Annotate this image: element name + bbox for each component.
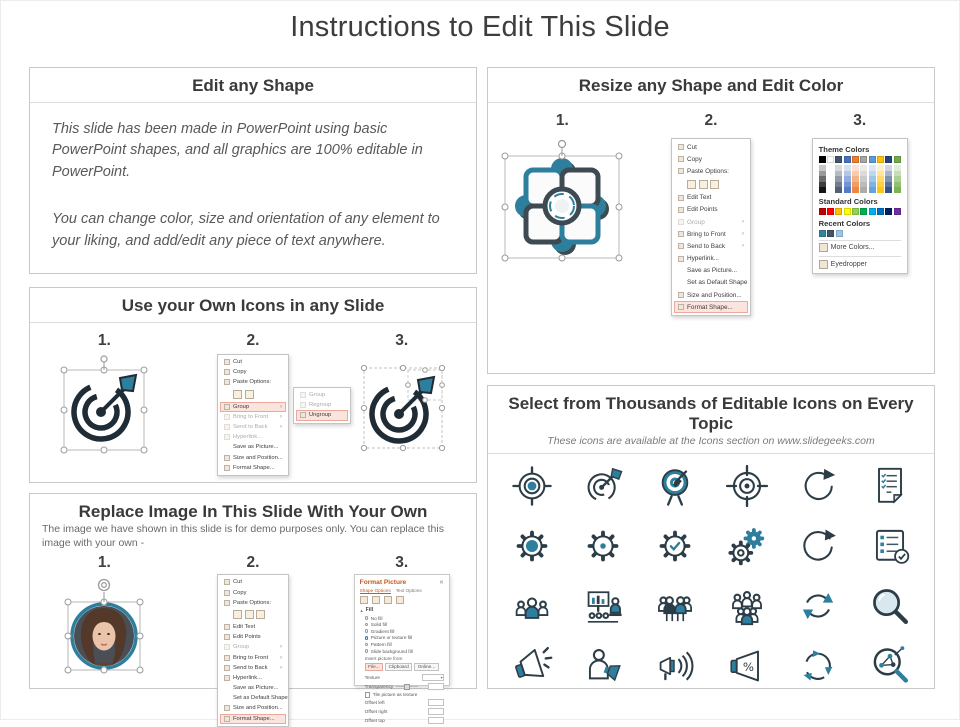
refresh-circle-icon[interactable]: [783, 524, 855, 568]
theme-colors-label: Theme Colors: [818, 145, 870, 154]
megaphone-offer-icon[interactable]: [711, 644, 783, 688]
step-number: 3.: [395, 554, 409, 572]
menu-item-edit-text[interactable]: [220, 622, 286, 632]
menu-item-group[interactable]: [220, 402, 286, 412]
standard-color-swatch[interactable]: [877, 208, 884, 215]
menu-item-paste-options[interactable]: [220, 598, 286, 608]
file-button[interactable]: File...: [365, 663, 383, 671]
fill-option-selected[interactable]: Picture or texture fill: [360, 635, 444, 642]
submenu-arrow-icon: ›: [280, 644, 282, 651]
paste-icon: [224, 600, 230, 606]
group-icon: [224, 404, 230, 410]
hyperlink-icon: [224, 434, 230, 440]
theme-color-swatch[interactable]: [877, 156, 884, 163]
menu-item-group: [220, 642, 286, 652]
dartboard-stand-icon[interactable]: [639, 464, 711, 508]
theme-color-swatch[interactable]: [835, 156, 842, 163]
online-button[interactable]: Online...: [414, 663, 438, 671]
menu-item-label: Hyperlink...: [233, 674, 262, 681]
menu-item-hyperlink[interactable]: [674, 253, 748, 265]
cycle-arrows-icon[interactable]: [783, 644, 855, 688]
standard-color-swatch[interactable]: [894, 208, 901, 215]
theme-color-tint-swatch[interactable]: [894, 187, 901, 193]
paste-options-row: [674, 178, 748, 192]
menu-item-hyperlink: [220, 432, 286, 442]
tile-checkbox[interactable]: [365, 692, 371, 698]
menu-item-copy[interactable]: [220, 587, 286, 597]
theme-color-swatch[interactable]: [869, 156, 876, 163]
step-number: 1.: [555, 112, 569, 129]
theme-color-swatch[interactable]: [885, 156, 892, 163]
gear-dot-icon[interactable]: [568, 524, 640, 568]
theme-color-tint-swatch[interactable]: [835, 187, 842, 193]
menu-item-label: Bring to Front: [233, 413, 269, 420]
menu-item-group: [296, 390, 348, 400]
menu-item-group: [674, 216, 748, 228]
panel-header-own-icons: Use your Own Icons in any Slide: [30, 288, 476, 323]
selected-shape-figure[interactable]: [493, 138, 631, 275]
offset-right-label: Offset right: [364, 709, 388, 715]
texture-dropdown[interactable]: ▾: [422, 674, 444, 682]
menu-item-send-to-back[interactable]: [674, 240, 748, 252]
standard-color-swatch[interactable]: [852, 208, 859, 215]
offset-left-label: Offset left: [364, 700, 385, 706]
submenu-arrow-icon: ›: [280, 413, 282, 420]
menu-item-label: Cut: [233, 579, 243, 586]
menu-item-label: Edit Points: [687, 206, 718, 214]
resize-steps-row: [488, 103, 934, 130]
icons-steps-row: [30, 323, 476, 350]
menu-item-label: Regroup: [309, 402, 332, 409]
menu-item-label: Format Shape...: [233, 464, 275, 471]
standard-color-swatch[interactable]: [885, 208, 892, 215]
menu-item-label: Paste Options:: [233, 599, 272, 606]
menu-item-paste-options[interactable]: [220, 377, 286, 387]
svg-text:%: %: [742, 659, 754, 674]
submenu-arrow-icon: ›: [280, 403, 282, 410]
gear-solid-icon[interactable]: [496, 524, 568, 568]
presentation-training-icon[interactable]: [568, 584, 640, 628]
cut-icon: [224, 579, 230, 585]
paste-icon: [224, 379, 230, 385]
rotate-arrow-icon[interactable]: [783, 464, 855, 508]
standard-color-swatch[interactable]: [869, 208, 876, 215]
menu-item-format-shape[interactable]: [220, 714, 286, 724]
menu-item-label: Edit Text: [687, 194, 712, 202]
paste-option-icon[interactable]: [233, 610, 242, 619]
menu-item-set-as-default-shape[interactable]: [674, 277, 748, 289]
menu-item-copy[interactable]: [220, 367, 286, 377]
transparency-label: Transparency: [364, 684, 394, 690]
sync-arrows-icon[interactable]: [783, 584, 855, 628]
menu-item-label: Hyperlink...: [233, 434, 262, 441]
menu-item-label: Size and Position...: [687, 291, 742, 299]
menu-item-label: Send to Back: [233, 664, 268, 671]
submenu-arrow-icon: ›: [280, 654, 282, 661]
menu-item-label: More Colors...: [830, 244, 875, 252]
menu-item-label: Edit Points: [233, 634, 261, 641]
palette-icon: [819, 243, 828, 252]
color-picker-panel: [812, 138, 908, 274]
menu-item-bring-to-front[interactable]: [220, 652, 286, 662]
fill-section-label: Fill: [365, 607, 374, 614]
clipboard-button[interactable]: Clipboard: [385, 663, 412, 671]
theme-color-tint-swatch[interactable]: [844, 187, 851, 193]
menu-item-label: Send to Back: [233, 424, 268, 431]
menu-item-label: Format Shape...: [687, 303, 733, 311]
right-click-context-menu: [671, 138, 751, 316]
transparency-value-box[interactable]: [428, 683, 444, 690]
megaphone-icon[interactable]: [496, 644, 568, 688]
group-icon: [300, 392, 306, 398]
hyperlink-icon: [678, 256, 684, 262]
tab-text-options[interactable]: Text Options: [395, 588, 422, 594]
submenu-arrow-icon: ›: [280, 664, 282, 671]
theme-color-tint-swatch[interactable]: [885, 187, 892, 193]
standard-color-swatch[interactable]: [860, 208, 867, 215]
menu-item-label: Copy: [233, 589, 247, 596]
menu-item-label: Cut: [687, 143, 697, 151]
offset-left-box[interactable]: [428, 699, 444, 706]
panel-icon-library: [487, 385, 935, 689]
menu-item-label: Cut: [233, 359, 243, 366]
page-title: Instructions to Edit This Slide: [290, 11, 670, 43]
offset-top-label: Offset top: [364, 717, 385, 723]
menu-item-send-to-back[interactable]: [220, 663, 286, 673]
standard-color-swatch[interactable]: [835, 208, 842, 215]
panel-header-resize-shape: Resize any Shape and Edit Color: [488, 68, 934, 103]
offset-top-box[interactable]: [428, 717, 444, 724]
theme-color-tint-swatch[interactable]: [877, 187, 884, 193]
standard-color-swatch[interactable]: [827, 208, 834, 215]
recent-color-swatch[interactable]: [827, 230, 834, 237]
step-number: 2.: [246, 554, 260, 572]
magnifier-network-icon[interactable]: [854, 644, 926, 688]
edit-text-icon: [678, 195, 684, 201]
theme-color-tint-swatch[interactable]: [860, 187, 867, 193]
send-to-back-icon: [678, 243, 684, 249]
fill-option[interactable]: Gradient fill: [360, 628, 444, 635]
dartboard-dart-icon[interactable]: [568, 464, 640, 508]
theme-color-swatch[interactable]: [844, 156, 851, 163]
double-gears-icon[interactable]: [711, 524, 783, 568]
menu-item-label: Size and Position...: [233, 454, 283, 461]
edit-points-icon: [678, 207, 684, 213]
fill-line-icon[interactable]: [360, 596, 368, 604]
panel-edit-any-shape: [29, 67, 477, 274]
theme-color-tint-swatch[interactable]: [819, 187, 826, 193]
menu-item-send-to-back: [220, 422, 286, 432]
submenu-arrow-icon: ›: [280, 424, 282, 431]
paste-options-row: [220, 608, 286, 622]
menu-item-label: Format Shape...: [233, 715, 275, 722]
fill-option[interactable]: Slide background fill: [360, 648, 444, 655]
paste-options-row: [220, 388, 286, 402]
menu-item-regroup: [296, 400, 348, 410]
paste-option-icon[interactable]: [699, 180, 708, 189]
theme-color-tint-swatch[interactable]: [827, 187, 834, 193]
size-properties-icon[interactable]: [384, 596, 392, 604]
step-number: 1.: [97, 332, 111, 349]
menu-item-label: Hyperlink...: [687, 255, 719, 263]
step-number: 2.: [246, 332, 260, 349]
panel-header-replace-image: Replace Image In This Slide With Your Own: [78, 502, 428, 521]
cut-icon: [678, 144, 684, 150]
cut-icon: [224, 359, 230, 365]
bring-to-front-icon: [224, 655, 230, 661]
group-icon: [678, 219, 684, 225]
theme-color-swatch[interactable]: [819, 156, 826, 163]
edit-text-icon: [224, 624, 230, 630]
people-group-icon[interactable]: [496, 584, 568, 628]
step-number: 1.: [97, 554, 111, 572]
menu-item-format-shape[interactable]: [674, 301, 748, 313]
edit-points-icon: [224, 634, 230, 640]
close-icon[interactable]: ✕: [439, 579, 444, 586]
send-to-back-icon: [224, 424, 230, 430]
more-colors-item[interactable]: [819, 240, 901, 254]
insert-picture-from-label: Insert picture from: [364, 656, 403, 662]
paste-icon: [678, 168, 684, 174]
bring-to-front-icon: [678, 231, 684, 237]
panel-use-own-icons: [29, 287, 477, 483]
group-context-menu: [217, 354, 289, 476]
size-and-position-icon: [678, 292, 684, 298]
eyedropper-item[interactable]: [819, 256, 901, 270]
megaphone-waves-icon[interactable]: [639, 644, 711, 688]
panel-replace-image: [29, 493, 477, 723]
menu-item-edit-text[interactable]: [674, 192, 748, 204]
format-shape-icon: [224, 465, 230, 471]
magnifier-icon[interactable]: [854, 584, 926, 628]
menu-item-save-as-picture[interactable]: [220, 442, 286, 452]
fill-option[interactable]: No fill: [360, 615, 444, 622]
menu-item-label: Set as Default Shape: [687, 279, 748, 287]
submenu-arrow-icon: ›: [742, 219, 744, 226]
selected-photo-figure[interactable]: [50, 574, 158, 685]
menu-item-label: Size and Position...: [233, 705, 283, 712]
menu-item-hyperlink[interactable]: [220, 673, 286, 683]
group-submenu: [293, 387, 351, 424]
edit-shape-paragraph-2: You can change color, size and orientation of any element to your liking, and add/edit any piece of text anywhere.: [52, 211, 440, 249]
checklist-document-icon[interactable]: [854, 464, 926, 508]
menu-item-format-shape[interactable]: [220, 463, 286, 473]
fill-option[interactable]: Pattern fill: [360, 641, 444, 648]
team-group-icon[interactable]: [639, 584, 711, 628]
menu-item-label: Bring to Front: [687, 230, 726, 238]
menu-item-cut[interactable]: [220, 577, 286, 587]
format-picture-pane: [354, 574, 450, 723]
menu-item-label: Set as Default Shape: [233, 695, 288, 702]
gear-check-icon[interactable]: [639, 524, 711, 568]
transparency-slider[interactable]: [396, 686, 418, 687]
selected-target-icon-figure[interactable]: [52, 354, 156, 467]
menu-item-label: Eyedropper: [830, 260, 867, 268]
icon-library-subtitle: These icons are available at the Icons section on www.slidegeeks.com: [488, 434, 934, 454]
menu-item-label: Bring to Front: [233, 654, 269, 661]
effects-icon[interactable]: [372, 596, 380, 604]
menu-item-label: Save as Picture...: [233, 444, 279, 451]
menu-item-label: Send to Back: [687, 242, 726, 250]
replace-image-subtext: The image we have shown in this slide is for demo purposes only. You can replace this image with your own -: [42, 523, 444, 549]
copy-icon: [224, 369, 230, 375]
tasklist-check-icon[interactable]: [854, 524, 926, 568]
menu-item-label: Edit Text: [233, 623, 256, 630]
menu-item-label: Ungroup: [309, 412, 332, 419]
tab-shape-options[interactable]: Shape Options: [359, 588, 391, 594]
offset-right-box[interactable]: [428, 708, 444, 715]
recent-color-swatch[interactable]: [819, 230, 826, 237]
theme-color-tint-swatch[interactable]: [852, 187, 859, 193]
bring-to-front-icon: [224, 414, 230, 420]
format-picture-title: Format Picture: [359, 579, 407, 587]
theme-color-swatch[interactable]: [852, 156, 859, 163]
paste-option-icon[interactable]: [256, 610, 265, 619]
panel-resize-shape-edit-color: [487, 67, 935, 374]
step-number: 3.: [853, 112, 867, 129]
theme-color-swatch[interactable]: [894, 156, 901, 163]
menu-item-label: Group: [309, 392, 326, 399]
paste-option-icon[interactable]: [233, 390, 242, 399]
paste-option-icon[interactable]: [245, 610, 254, 619]
menu-item-label: Paste Options:: [687, 167, 729, 175]
paste-option-icon[interactable]: [245, 390, 254, 399]
menu-item-bring-to-front: [220, 412, 286, 422]
edit-shape-paragraph-1: This slide has been made in PowerPoint using basic PowerPoint shapes, and all graphics are 100% editable in PowerPoint.: [52, 121, 423, 180]
standard-color-swatch[interactable]: [844, 208, 851, 215]
menu-item-label: Save as Picture...: [233, 685, 279, 692]
menu-item-label: Paste Options:: [233, 379, 272, 386]
menu-item-label: Copy: [687, 155, 702, 163]
texture-label: Texture: [364, 675, 381, 681]
fill-option[interactable]: Solid fill: [360, 621, 444, 628]
size-and-position-icon: [224, 705, 230, 711]
step-number: 2.: [704, 112, 718, 129]
right-click-context-menu: [217, 574, 289, 726]
menu-item-set-as-default-shape[interactable]: [220, 693, 286, 703]
menu-item-save-as-picture[interactable]: [220, 683, 286, 693]
collapse-icon[interactable]: ▲: [359, 607, 364, 613]
target-crosshair-icon[interactable]: [496, 464, 568, 508]
scope-target-icon[interactable]: [711, 464, 783, 508]
menu-item-bring-to-front[interactable]: [674, 228, 748, 240]
menu-item-cut[interactable]: [674, 141, 748, 153]
format-shape-icon: [224, 716, 230, 722]
menu-item-edit-points[interactable]: [674, 204, 748, 216]
theme-color-swatch[interactable]: [827, 156, 834, 163]
ungroup-icon: [300, 412, 306, 418]
icon-grid: [488, 454, 934, 688]
recent-colors-label: Recent Colors: [818, 218, 871, 228]
menu-item-size-and-position[interactable]: [674, 289, 748, 301]
menu-item-label: Save as Picture...: [687, 267, 738, 275]
format-shape-icon: [678, 304, 684, 310]
menu-item-label: Group: [687, 218, 705, 226]
send-to-back-icon: [224, 665, 230, 671]
menu-item-label: Copy: [233, 369, 247, 376]
audience-faces-icon[interactable]: [711, 584, 783, 628]
submenu-arrow-icon: ›: [742, 243, 744, 250]
menu-item-label: Group: [233, 403, 250, 410]
person-announce-icon[interactable]: [568, 644, 640, 688]
menu-item-cut[interactable]: [220, 357, 286, 367]
paste-option-icon[interactable]: [687, 180, 696, 189]
menu-item-copy[interactable]: [674, 153, 748, 165]
menu-item-ungroup[interactable]: [296, 410, 348, 420]
menu-item-edit-points[interactable]: [220, 632, 286, 642]
recent-color-swatch[interactable]: [836, 230, 843, 237]
menu-item-size-and-position[interactable]: [220, 453, 286, 463]
replace-steps-row: [30, 550, 476, 572]
ungrouped-target-icon-figure[interactable]: [350, 354, 454, 467]
size-and-position-icon: [224, 455, 230, 461]
menu-item-label: Group: [233, 644, 250, 651]
tile-label: Tile picture as texture: [372, 692, 418, 698]
paste-option-icon[interactable]: [710, 180, 719, 189]
standard-color-swatch[interactable]: [819, 208, 826, 215]
menu-item-paste-options[interactable]: [674, 165, 748, 177]
picture-icon[interactable]: [396, 596, 404, 604]
regroup-icon: [300, 402, 306, 408]
panel-header-edit-any-shape: Edit any Shape: [30, 68, 476, 103]
hyperlink-icon: [224, 675, 230, 681]
panel-header-icon-library: Select from Thousands of Editable Icons on Every Topic: [508, 394, 914, 433]
step-number: 3.: [395, 332, 409, 349]
copy-icon: [678, 156, 684, 162]
menu-item-save-as-picture[interactable]: [674, 265, 748, 277]
standard-colors-label: Standard Colors: [818, 196, 878, 206]
group-icon: [224, 644, 230, 650]
theme-color-swatch[interactable]: [860, 156, 867, 163]
eyedropper-icon: [819, 260, 828, 269]
copy-icon: [224, 590, 230, 596]
submenu-arrow-icon: ›: [742, 231, 744, 238]
theme-color-tint-swatch[interactable]: [869, 187, 876, 193]
menu-item-size-and-position[interactable]: [220, 703, 286, 713]
